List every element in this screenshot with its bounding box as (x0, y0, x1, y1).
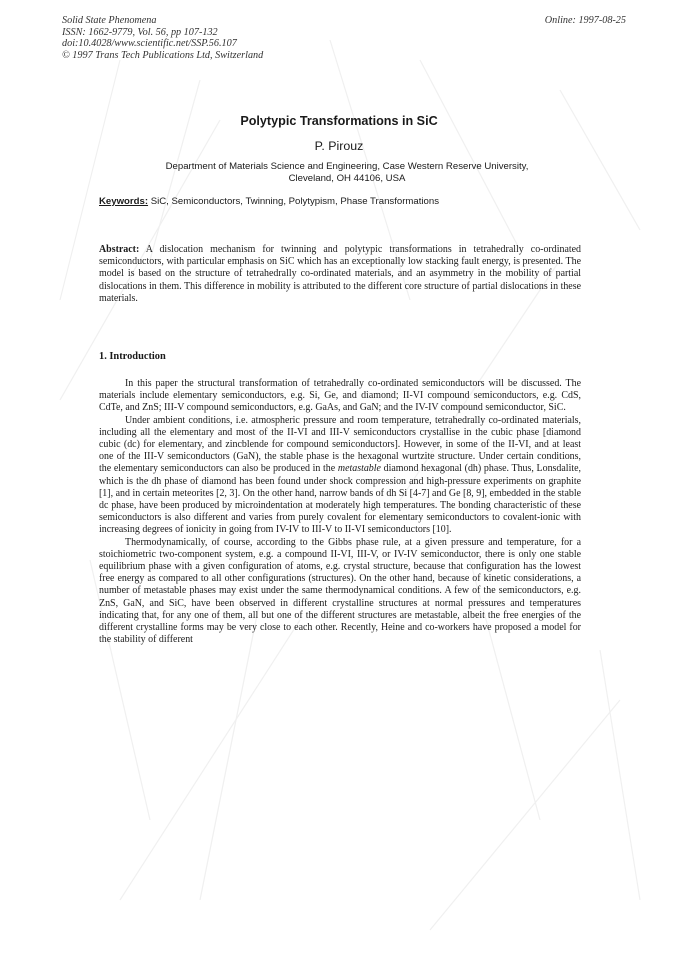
paragraph-1: In this paper the structural transformation of tetrahedrally co-ordinated semiconductors will be discussed. The materials include elementary semiconductors, e.g. Si, Ge, and diamond; II-VI compound semiconductors, e.g. CdS, CdTe, and ZnS; III-V compound semiconductors, e.g. GaAs, and GaN; and the IV-IV compound semiconductor, SiC. (99, 378, 581, 414)
paragraph-2-part-a: Under ambient conditions, i.e. atmospheric pressure and room temperature, tetrahedrally co-ordinated materials, including all the elementary and most of the II-VI and III-V semiconductors crystallise in the cubic phase [diamond cubic (dc) for elementary, and zincblende for compound semiconductors]. However, in some of the II-VI, and at least one of the III-V semiconductors (GaN), the stable phase is the hexagonal wurtzite structure. Under certain conditions, the elementary semiconductors can also be produced in the (99, 414, 581, 475)
issn-line: ISSN: 1662-9779, Vol. 56, pp 107-132 (62, 26, 218, 38)
keywords (99, 196, 439, 207)
abstract-label: Abstract: (99, 244, 140, 255)
author-name: P. Pirouz (314, 139, 364, 153)
keywords-list: SiC, Semiconductors, Twinning, Polytypism, Phase Transformations (150, 196, 440, 207)
paragraph-2-emphasis: metastable (337, 463, 381, 475)
introduction-body (99, 378, 581, 646)
publication-header (62, 15, 263, 61)
section-heading-introduction: 1. Introduction (99, 351, 166, 362)
journal-name: Solid State Phenomena (62, 15, 157, 26)
affiliation (110, 161, 584, 185)
abstract (99, 244, 581, 305)
affiliation-line-2: Cleveland, OH 44106, USA (288, 173, 406, 184)
paragraph-2-part-b: diamond hexagonal (dh) phase. Thus, Lonsdalite, which is the dh phase of diamond has been found under shock compression and high-pressure experiments on graphite [1], and in certain meteorites [2, 3]. On the other hand, narrow bands of dh Si [4-7] and Ge [8, 9], embedded in the stable dc phase, have been produced by microindentation at moderately high temperatures. The bonding characteristic of these semiconductors is also different and varies from purely covalent for elementary semiconductors to covalent-ionic with increasing degrees of ionicity in going from IV-IV to III-V to II-VI semiconductors [10]. (99, 463, 581, 536)
doi-line: doi:10.4028/www.scientific.net/SSP.56.107 (62, 38, 237, 50)
abstract-text: A dislocation mechanism for twinning and polytypic transformations in tetrahedrally co-ordinated semiconductors, with particular emphasis on SiC which has an exceptionally low stacking fault energy, is presented. The model is based on the structure of tetrahedrally co-ordinated materials, and an asymmetry in the mobility of partial dislocations in them. This difference in mobility is attributed to the different core structure of partial dislocations in these materials. (99, 244, 581, 304)
keywords-label: Keywords: (99, 196, 149, 207)
paragraph-3: Thermodynamically, of course, according to the Gibbs phase rule, at a given pressure and temperature, for a stoichiometric two-component system, e.g. a compound II-VI, III-V, or IV-IV semiconductor, there is only one stable equilibrium phase with a given configuration of atoms, e.g. crystal structure, because that configuration has the lowest free energy as compared to all other configurations (structures). On the other hand, because of kinetic considerations, a number of metastable phases may exist under the same thermodynamical conditions. A few of the semiconductors, e.g. ZnS, GaN, and SiC, have been observed in different crystalline structures at normal pressures and temperatures indicating that, for any one of them, all but one of the different structures are metastable, albeit the free energies of the different crystalline forms may be very close to each other. Recently, Heine and co-workers have proposed a model for the stability of different (99, 536, 581, 646)
affiliation-line-1: Department of Materials Science and Engineering, Case Western Reserve University, (165, 161, 529, 172)
online-date: Online: 1997-08-25 (544, 15, 626, 26)
paper-title: Polytypic Transformations in SiC (240, 114, 438, 128)
paragraph-2 (99, 415, 581, 537)
copyright-line: © 1997 Trans Tech Publications Ltd, Switzerland (62, 49, 264, 61)
